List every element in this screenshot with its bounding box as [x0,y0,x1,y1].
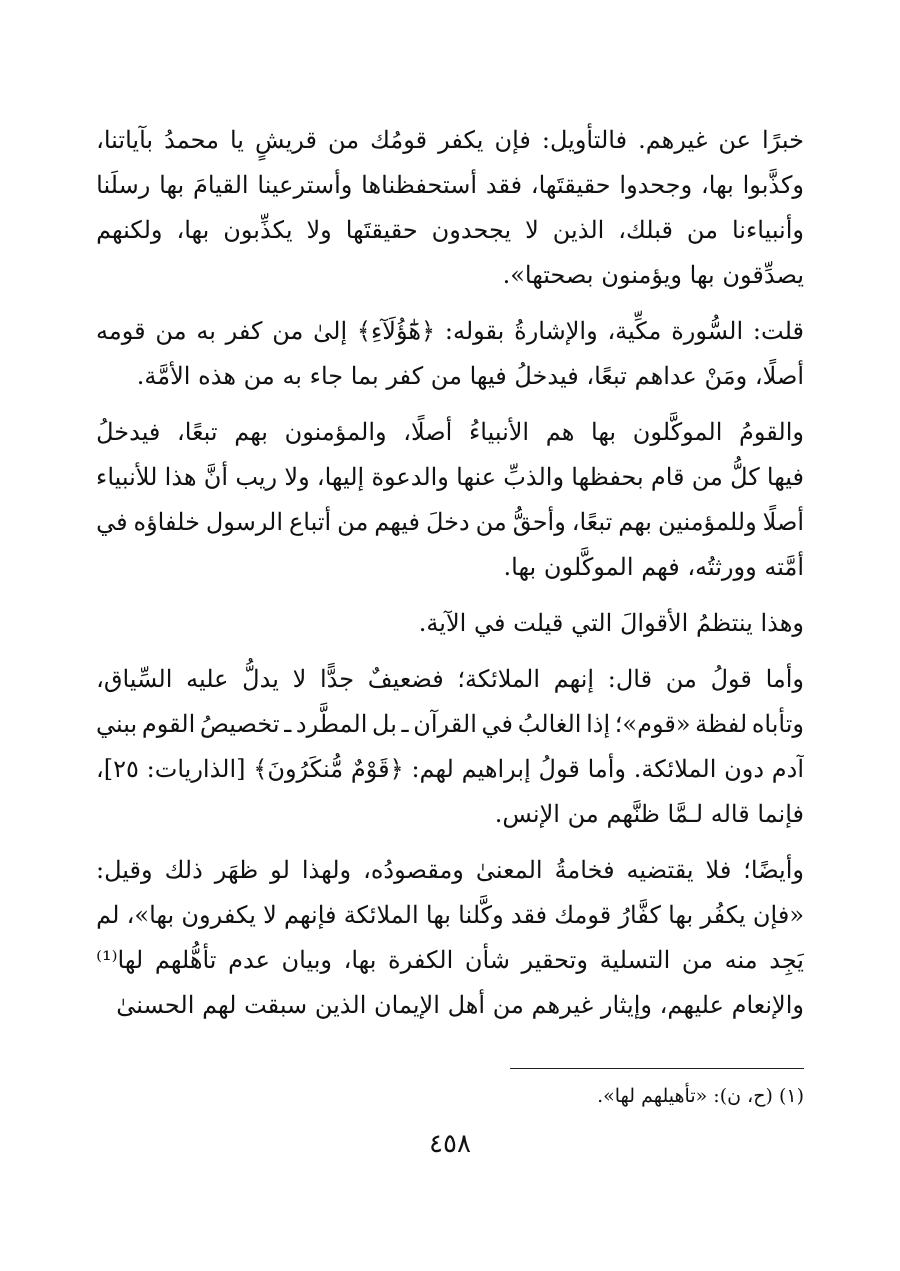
word: «فإن [752,901,804,929]
word: إنهم [553,665,595,693]
word: والذبِّ [503,463,565,491]
word: عليهم، [659,991,724,1019]
word: فيها [766,463,804,491]
word: من [327,126,360,154]
word: والقومُ [739,418,804,446]
word: هم [545,418,575,446]
word: من [430,362,462,390]
word: فقد [485,171,523,199]
word: وبيان [281,946,332,974]
paragraph [96,601,804,646]
word: أتباع [288,508,332,536]
word: به [196,317,216,345]
footnote-separator [510,1068,804,1069]
word: هذه [198,362,236,390]
text-line [96,309,804,354]
text-line [96,893,804,938]
word: الغالبُ [517,710,582,738]
text-line [96,657,804,702]
word: إذا [586,710,611,738]
word: قولُ [538,755,580,783]
text-line [96,500,804,545]
word: ولا [306,216,332,244]
word: في [481,710,514,738]
word: الأقوالَ [619,609,689,637]
word: آدم [771,755,804,783]
word: قومك [554,901,612,929]
word: ـ [401,710,409,738]
word: ظهَر [214,856,259,884]
word: ذلك [164,856,203,884]
word: وكَّلنا [458,901,504,929]
word: أهل [447,991,486,1019]
word: فقد [510,901,548,929]
word: وأحقُّ [512,508,566,536]
word: من [686,216,719,244]
word: لا [525,216,539,244]
word: حقيقتَها [345,216,418,244]
word: جاء [309,362,344,390]
word: عداهم [634,362,697,390]
paragraph [96,410,804,590]
word: إبراهيم [461,755,531,783]
word: بها، [343,946,377,974]
word: وتحقير [521,946,588,974]
word: إلىٰ [313,317,348,345]
word: مكِّية، [607,317,662,345]
word: فإنهم [283,901,337,929]
word: فخامةُ [554,856,615,884]
word: لفظة [695,710,748,738]
text-line [96,253,804,298]
paragraph-gap [96,646,804,657]
text-line [96,983,804,1028]
word: أستحفظناها [361,171,478,199]
word: يا [229,126,244,154]
word: بصحتها». [502,261,594,289]
word: قام [650,463,685,491]
word: وهذا [760,609,804,637]
word: منه [724,946,758,974]
text-line [96,601,804,646]
word: جدًّا [319,665,355,693]
word: وأما [765,665,804,693]
footnote: (١) (ح، ن): «تأهيلهم لها». [597,1085,804,1107]
word: أصلًا، [403,418,453,446]
word: أنَّ [203,463,229,491]
word: وأما [587,755,627,783]
word: تأهُّلهم [154,946,217,974]
word: القوم [141,710,196,738]
paragraph [96,657,804,837]
word: بآياتنا، [96,126,154,154]
word: الملائكة. [633,755,717,783]
word: بها، [176,216,210,244]
word: ظنَّهم [606,800,660,828]
word: من [337,508,369,536]
word: الذين [552,216,605,244]
word: فهم [641,553,680,581]
word: يكفُر [700,901,746,929]
word: قيلت [513,609,564,637]
word: وأسترعينا [257,171,353,199]
word: وورثتُه، [687,553,757,581]
word: غيرهم. [638,126,708,154]
word: وجحدوا [619,171,693,199]
paragraph [96,848,804,1028]
word: غيرهم [531,991,594,1019]
word: محمدُ [164,126,219,154]
word: بهم [234,418,268,446]
word: للأنبياء [96,463,158,491]
word: من [243,362,275,390]
word: قاله [710,800,750,828]
word: الملائكة؛ [457,665,540,693]
word: الإنس. [494,800,560,828]
word: فضعيفٌ [367,665,444,693]
text-line [96,938,804,983]
word: يقتضيه [626,856,694,884]
word: به [282,362,302,390]
word: بها [591,418,617,446]
word: لها⁽¹⁾ [96,946,144,974]
word: خلفاؤه [133,508,200,536]
word: يدلُّ [242,665,279,693]
word: الرسول [205,508,284,536]
word: ويؤمنون [601,261,682,289]
word: كفَّارُ [618,901,661,929]
word: من [691,463,723,491]
word: السِّياق، [96,665,173,693]
word: لا [292,665,307,693]
word: قولُ [710,665,752,693]
word: فيها [469,362,507,390]
word: المطَّرد [295,710,368,738]
word: تبعًا، [177,418,218,446]
word: لا [263,901,277,929]
word: الذين [314,991,367,1019]
word: تخصيصُ [199,710,280,738]
paragraph [96,309,804,399]
word: عنها [456,463,497,491]
word: المعنىٰ [475,856,543,884]
word: من [475,508,507,536]
word: يكذِّبون [223,216,293,244]
word: ومَنْ [704,362,748,390]
word: تبعًا، [571,508,613,536]
page-number: ٤٥٨ [429,1129,471,1159]
word: السُّورة [671,317,744,345]
word: من [272,317,304,345]
word: شأن [464,946,510,974]
paragraph-gap [96,590,804,601]
word: بها»، [126,901,175,929]
text-line [96,455,804,500]
word: «قوم»؛ [614,710,691,738]
word: الكفرة [388,946,454,974]
word: من [665,665,697,693]
word: الموكَّلون [543,553,634,581]
word: أصلًا، [754,362,804,390]
word: وللمؤمنين [657,508,757,536]
word: بقوله: [444,317,505,345]
word: الأنبياءُ [468,418,530,446]
word: خبرًا [762,126,804,154]
paragraph-gap [96,298,804,309]
word: فيهم [374,508,420,536]
word: ولا [284,463,310,491]
word: دون [724,755,765,783]
word: ولهذا [301,856,352,884]
word: يصدِّقون [722,261,804,289]
word: سبقت [244,991,308,1019]
word: من [567,800,599,828]
word: فلا [705,856,732,884]
word: يَجِد [769,946,804,974]
word: عن [718,126,751,154]
word: قلت: [752,317,804,345]
word: ٢٥]، [96,755,139,783]
word: إليها، [316,463,365,491]
word: من [681,946,713,974]
text-line [96,747,804,792]
word: الإيمان [374,991,440,1019]
word: عليه [186,665,229,693]
word: والإشارةُ [514,317,598,345]
word: بل [372,710,397,738]
text-line [96,702,804,747]
word: والإنعام [731,991,804,1019]
word: الموكَّلون [632,418,723,446]
word: مُّنكَرُونَ﴾ [253,755,344,783]
word: حقيقتَها، [530,171,611,199]
word: الأمَّة. [136,362,191,390]
word: ﴿هَٰٓؤُلَآءِ﴾ [356,317,436,345]
word: القرآن [413,710,477,738]
word: بهم [618,508,652,536]
word: الحسنىٰ [116,991,195,1019]
text-line [96,792,804,837]
word: أمَّته [764,553,804,581]
word: رسلَنا [96,171,151,199]
word: أصلًا [762,508,804,536]
word: ببني [96,710,138,738]
word: من [492,991,524,1019]
word: والدعوة [371,463,449,491]
paragraph [96,118,804,298]
word: فإن [494,126,531,154]
word: بها [425,901,451,929]
word: ولكنهم [96,216,163,244]
word: ريب [235,463,278,491]
word: من [155,317,187,345]
word: يكفرون [181,901,256,929]
word: بما [350,362,379,390]
word: الملائكة [343,901,419,929]
word: القيامَ [193,171,249,199]
word: فإنما [757,800,804,828]
paragraph-gap [96,837,804,848]
word: لم [96,901,120,929]
word: كفر [386,362,424,390]
word: لهم: [411,755,454,783]
word: فالتأويل: [541,126,628,154]
word: بها [668,901,694,929]
word: قومُك [370,126,428,154]
word: الآية. [418,609,467,637]
text-line [96,208,804,253]
word: لو [270,856,290,884]
word: وأنبياءنا [731,216,804,244]
text-line [96,545,804,590]
word: كلُّ [730,463,760,491]
text-line [96,354,804,399]
word: وقيل: [96,856,153,884]
word: بها. [503,553,537,581]
word: وكذَّبوا [742,171,804,199]
text-line [96,163,804,208]
word: هذا [164,463,197,491]
word: قومه [96,317,146,345]
word: لـمَّا [667,800,704,828]
word: فيدخلُ [96,418,161,446]
word: ومقصودُه، [363,856,464,884]
text-line [96,410,804,455]
word: التي [571,609,613,637]
word: كفر [225,317,263,345]
word: قال: [607,665,653,693]
word: عدم [228,946,270,974]
word: [الذاريات: [146,755,246,783]
text-line [96,118,804,163]
word: التسلية [599,946,671,974]
word: بها، [701,171,734,199]
word: يكفر [438,126,484,154]
word: ﴿قَوْمٌ [350,755,404,783]
body-text [96,118,804,1028]
word: بها [159,171,185,199]
word: في [96,508,128,536]
word: في [474,609,506,637]
word: قريشٍ [254,126,317,154]
word: قبلك، [618,216,673,244]
word: وتأباه [751,710,804,738]
word: بحفظها [571,463,644,491]
word: ـ [284,710,292,738]
paragraph-gap [96,399,804,410]
word: لهم [202,991,237,1019]
word: والمؤمنون [284,418,387,446]
text-line [96,848,804,893]
word: وأيضًا؛ [743,856,804,884]
word: تبعًا، [586,362,627,390]
word: بها [689,261,715,289]
word: دخلَ [425,508,470,536]
word: يجحدون [431,216,512,244]
word: وإيثار [600,991,652,1019]
word: ينتظمُ [695,609,753,637]
word: فيدخلُ [514,362,579,390]
